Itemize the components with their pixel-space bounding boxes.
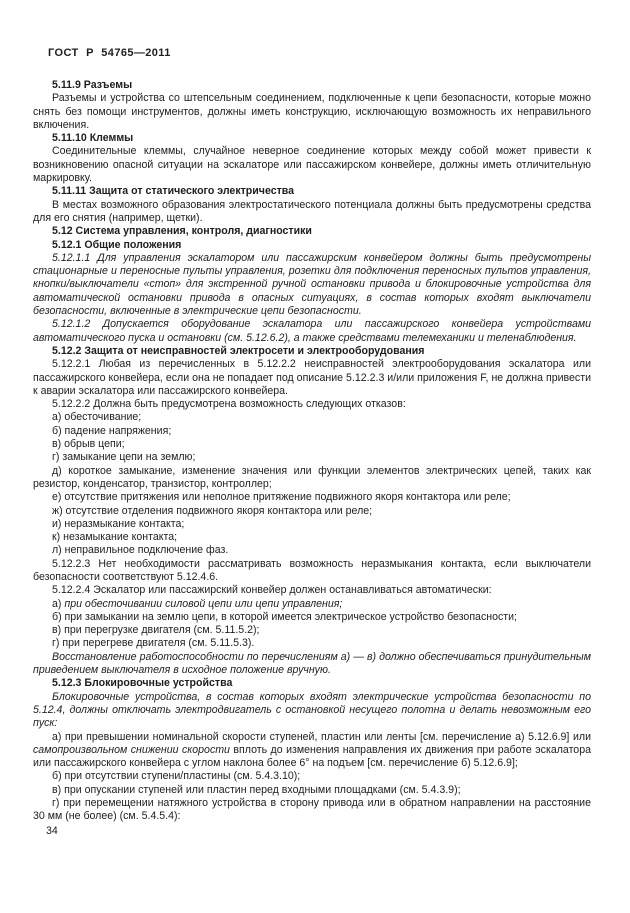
paragraph: 5.12.2.2 Должна быть предусмотрена возможность следующих отказов: (52, 398, 406, 411)
paragraph: 5.12.2.1 Любая из перечисленных в 5.12.2.2 неисправностей электрооборудования эскалатора или пассажирского конвейера, если она не попадает под описание 5.12.2.3 и/или приложения F, не должна привести к аварии эскалатора или пассажирского конвейера. (33, 358, 591, 397)
paragraph: г) замыкание цепи на землю; (52, 451, 196, 464)
paragraph: б) при отсутствии ступени/пластины (см. 5.4.3.10); (52, 770, 301, 783)
text-run: вплоть до изменения направления их движения при работе эскалатора или пассажирского конвейера с углом наклона более 6° на подъем [см. перечисление б) 5.12.6.9]; (33, 743, 591, 770)
paragraph (33, 731, 591, 771)
paragraph: В местах возможного образования электростатического потенциала должны быть предусмотрены средства для его снятия (например, щетки). (33, 198, 591, 224)
section-heading: 5.12.1 Общие положения (52, 238, 182, 251)
paragraph (33, 598, 591, 611)
paragraph: д) короткое замыкание, изменение значения или функции элементов электрических цепей, таких как резистор, конденсатор, транзистор, контроллер; (33, 464, 591, 490)
text-run: а) (52, 597, 65, 610)
paragraph: е) отсутствие притяжения или неполное притяжение подвижного якоря контактора или реле; (52, 491, 511, 504)
section-heading: 5.12.3 Блокировочные устройства (52, 677, 233, 690)
document-body (33, 79, 591, 824)
text-run: самопроизвольном снижении скорости (33, 743, 230, 756)
paragraph: Разъемы и устройства со штепсельным соединением, подключенные к цепи безопасности, которые можно снять без помощи инструментов, должны иметь конструкцию, исключающую возможность их неправильного включения. (33, 92, 591, 131)
paragraph: в) обрыв цепи; (52, 438, 125, 451)
paragraph: в) при опускании ступеней или пластин перед входными площадками (см. 5.4.3.9); (52, 783, 461, 796)
paragraph: а) обесточивание; (52, 411, 142, 424)
paragraph: л) неправильное подключение фаз. (52, 544, 229, 557)
paragraph: к) незамыкание контакта; (52, 531, 178, 544)
paragraph: б) при замыкании на землю цепи, в которой имеется электрическое устройство безопасности; (52, 610, 517, 623)
paragraph: Восстановление работоспособности по перечислениям а) — в) должно обеспечиваться принудительным приведением выключателя в исходное положение вручную. (33, 650, 591, 677)
paragraph: б) падение напряжения; (52, 424, 172, 437)
paragraph: 5.12.1.2 Допускается оборудование эскалатора или пассажирского конвейера устройствами автоматического пуска и остановки (см. 5.12.6.2), а также средствами телемеханики и теленаблюдения. (33, 318, 591, 344)
paragraph: Блокировочные устройства, в состав которых входят электрические устройства безопасности по 5.12.4, должны отключать электродвигатель с остановкой несущего полотна и делать невозможным его пуск: (33, 690, 591, 730)
section-heading: 5.11.9 Разъемы (52, 79, 133, 91)
document-standard-number: ГОСТ Р 54765—2011 (48, 47, 171, 59)
paragraph: г) при перемещении натяжного устройства в сторону привода или в обратном направлении на расстояние 30 мм (не более) (см. 5.4.5.4): (33, 797, 591, 823)
paragraph: 5.12.1.1 Для управления эскалатором или пассажирским конвейером должны быть предусмотрены стационарные и переносные пульты управления, розетки для подключения переносных пультов управления, кнопки/выключатели «стоп» для экстренной ручной остановки привода и блокировочные устройства для автоматической остановки привода в опасных ситуациях, в состав которых входят выключатели безопасности, включенные в электрические цепи безопасности. (33, 251, 591, 318)
paragraph: в) при перегрузке двигателя (см. 5.11.5.2); (52, 624, 260, 637)
paragraph: г) при перегреве двигателя (см. 5.11.5.3). (52, 637, 255, 650)
text-run: при обесточивании силовой цепи или цепи управления; (64, 597, 343, 610)
paragraph: 5.12.2.3 Нет необходимости рассматривать возможность неразмыкания контакта, если выключатели безопасности соответствуют 5.12.4.6. (33, 557, 591, 583)
text-run: а) при превышении номинальной скорости ступеней, пластин или ленты [см. перечисление а) 5.12.6.9] или (52, 730, 591, 743)
section-heading: 5.11.10 Клеммы (52, 132, 134, 145)
section-heading: 5.12 Система управления, контроля, диагностики (52, 225, 312, 238)
paragraph: Соединительные клеммы, случайное неверное соединение которых между собой может привести к возникновению опасной ситуации на эскалаторе или пассажирском конвейере, должны иметь отличительную маркировку. (33, 145, 591, 185)
paragraph: и) неразмыкание контакта; (52, 517, 185, 530)
paragraph: ж) отсутствие отделения подвижного якоря контактора или реле; (52, 504, 373, 517)
page-number: 34 (46, 825, 58, 837)
section-heading: 5.12.2 Защита от неисправностей электросети и электрооборудования (52, 344, 425, 357)
paragraph: 5.12.2.4 Эскалатор или пассажирский конвейер должен останавливаться автоматически: (52, 584, 492, 597)
section-heading: 5.11.11 Защита от статического электричества (52, 185, 295, 198)
